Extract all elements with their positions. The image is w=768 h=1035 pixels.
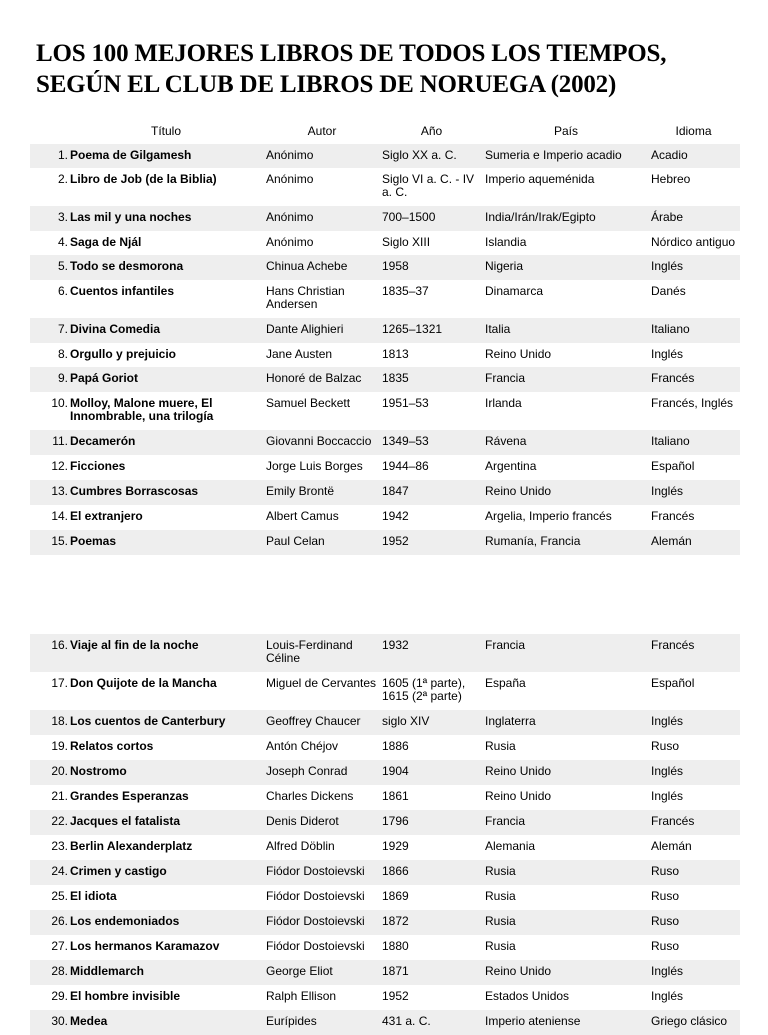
table-row: [30, 367, 740, 392]
book-country: Alemania: [485, 839, 536, 853]
table-row: [30, 885, 740, 910]
row-number: 16.: [51, 638, 68, 652]
header-idioma: Idioma: [675, 124, 712, 138]
book-year: 1932: [382, 638, 409, 652]
book-country: Francia: [485, 814, 526, 828]
table-header: [30, 120, 740, 144]
book-country: Francia: [485, 638, 526, 652]
table-row: [30, 735, 740, 760]
table-row: [30, 280, 740, 318]
book-title: Decamerón: [70, 434, 136, 448]
book-author: Anónimo: [266, 148, 314, 162]
row-number: 8.: [57, 347, 68, 361]
book-country: Imperio aqueménida: [485, 172, 595, 186]
book-country: Italia: [485, 322, 511, 336]
table-row: [30, 206, 740, 231]
table-row: [30, 634, 740, 672]
book-title: Medea: [70, 1014, 108, 1028]
book-title: Divina Comedia: [70, 322, 161, 336]
book-title: Orgullo y prejuicio: [70, 347, 177, 361]
book-year: Siglo XIII: [382, 235, 431, 249]
book-language: Francés: [651, 371, 695, 385]
row-number: 19.: [51, 739, 68, 753]
row-number: 24.: [51, 864, 68, 878]
book-language: Inglés: [651, 789, 684, 803]
book-country: India/Irán/Irak/Egipto: [485, 210, 596, 224]
book-title: Los hermanos Karamazov: [70, 939, 220, 953]
book-title: Todo se desmorona: [70, 259, 184, 273]
book-title: Middlemarch: [70, 964, 145, 978]
book-year: 1904: [382, 764, 409, 778]
book-year: 1871: [382, 964, 409, 978]
table-row: [30, 935, 740, 960]
row-number: 29.: [51, 989, 68, 1003]
book-language: Inglés: [651, 259, 684, 273]
table-row: [30, 505, 740, 530]
book-language: Ruso: [651, 914, 680, 928]
book-title: Berlin Alexanderplatz: [70, 839, 193, 853]
book-country: Reino Unido: [485, 347, 552, 361]
row-number: 25.: [51, 889, 68, 903]
book-year: 1349–53: [382, 434, 429, 448]
book-language: Italiano: [651, 434, 690, 448]
book-language: Inglés: [651, 347, 684, 361]
book-country: Sumeria e Imperio acadio: [485, 148, 622, 162]
book-language: Español: [651, 676, 695, 690]
book-country: Argentina: [485, 459, 537, 473]
book-author: Denis Diderot: [266, 814, 339, 828]
book-title: Cumbres Borrascosas: [70, 484, 199, 498]
header-autor: Autor: [307, 124, 337, 138]
table-body: [30, 144, 740, 555]
row-number: 22.: [51, 814, 68, 828]
table-row: [30, 1010, 740, 1035]
table-row: [30, 255, 740, 280]
book-language: Inglés: [651, 714, 684, 728]
row-number: 5.: [57, 259, 68, 273]
book-author: Dante Alighieri: [266, 322, 344, 336]
books-table-continued: [30, 634, 740, 1035]
book-country: Reino Unido: [485, 789, 552, 803]
book-title: Poemas: [70, 534, 117, 548]
table-row: [30, 985, 740, 1010]
book-title: Jacques el fatalista: [70, 814, 181, 828]
book-year: 1929: [382, 839, 409, 853]
book-language: Inglés: [651, 764, 684, 778]
book-year: 1605 (1ª parte), 1615 (2ª parte): [382, 676, 466, 703]
row-number: 10.: [51, 396, 68, 410]
book-year: 1869: [382, 889, 409, 903]
row-number: 26.: [51, 914, 68, 928]
table-row: [30, 231, 740, 255]
table-row: [30, 392, 740, 430]
row-number: 4.: [57, 235, 68, 249]
table-row: [30, 960, 740, 985]
table-row: [30, 860, 740, 885]
row-number: 1.: [57, 148, 68, 162]
book-language: Inglés: [651, 484, 684, 498]
table-row: [30, 835, 740, 860]
table-row: [30, 318, 740, 343]
row-number: 3.: [57, 210, 68, 224]
book-author: Fiódor Dostoievski: [266, 889, 365, 903]
book-language: Francés: [651, 509, 695, 523]
book-country: Irlanda: [485, 396, 522, 410]
book-author: Anónimo: [266, 172, 314, 186]
table-row: [30, 455, 740, 480]
table-row: [30, 144, 740, 168]
book-year: 1835–37: [382, 284, 429, 298]
book-year: 1861: [382, 789, 409, 803]
header-titulo: Título: [150, 124, 181, 138]
book-country: Argelia, Imperio francés: [485, 509, 612, 523]
book-author: Paul Celan: [266, 534, 325, 548]
book-title: Viaje al fin de la noche: [70, 638, 199, 652]
book-title: Los endemoniados: [70, 914, 180, 928]
book-country: Rusia: [485, 914, 516, 928]
book-language: Árabe: [651, 210, 684, 224]
row-number: 15.: [51, 534, 68, 548]
book-year: 700–1500: [382, 210, 436, 224]
book-year: 1958: [382, 259, 409, 273]
book-language: Italiano: [651, 322, 690, 336]
book-author: Giovanni Boccaccio: [266, 434, 372, 448]
table-row: [30, 168, 740, 206]
table-row: [30, 910, 740, 935]
book-title: El idiota: [70, 889, 117, 903]
book-language: Francés, Inglés: [651, 396, 734, 410]
book-country: Estados Unidos: [485, 989, 570, 1003]
book-author: Fiódor Dostoievski: [266, 864, 365, 878]
book-language: Francés: [651, 638, 695, 652]
book-language: Ruso: [651, 939, 680, 953]
book-language: Francés: [651, 814, 695, 828]
book-country: Inglaterra: [485, 714, 536, 728]
book-year: 1952: [382, 534, 409, 548]
row-number: 18.: [51, 714, 68, 728]
row-number: 21.: [51, 789, 68, 803]
book-year: 1813: [382, 347, 409, 361]
book-author: Eurípides: [266, 1014, 317, 1028]
book-title: Molloy, Malone muere, El Innombrable, una trilogía: [70, 396, 214, 423]
book-title: Los cuentos de Canterbury: [70, 714, 226, 728]
book-year: 1796: [382, 814, 409, 828]
book-title: Relatos cortos: [70, 739, 154, 753]
book-year: 1866: [382, 864, 409, 878]
table-row: [30, 530, 740, 555]
book-country: Imperio ateniense: [485, 1014, 581, 1028]
book-country: Reino Unido: [485, 484, 552, 498]
book-country: Rusia: [485, 864, 516, 878]
book-language: Inglés: [651, 964, 684, 978]
book-country: Islandia: [485, 235, 527, 249]
book-author: Anónimo: [266, 235, 314, 249]
books-table: [30, 120, 740, 555]
row-number: 28.: [51, 964, 68, 978]
book-title: El extranjero: [70, 509, 143, 523]
table-row: [30, 430, 740, 455]
book-author: Hans Christian Andersen: [266, 284, 345, 311]
book-country: Reino Unido: [485, 964, 552, 978]
book-title: El hombre invisible: [70, 989, 181, 1003]
table-row: [30, 672, 740, 710]
table-body: [30, 634, 740, 1035]
book-title: Nostromo: [70, 764, 127, 778]
book-author: Alfred Döblin: [266, 839, 335, 853]
book-title: Crimen y castigo: [70, 864, 167, 878]
book-year: 1265–1321: [382, 322, 443, 336]
row-number: 13.: [51, 484, 68, 498]
book-language: Ruso: [651, 864, 680, 878]
row-number: 9.: [57, 371, 68, 385]
book-language: Inglés: [651, 989, 684, 1003]
book-language: Danés: [651, 284, 686, 298]
book-country: Nigeria: [485, 259, 524, 273]
book-language: Español: [651, 459, 695, 473]
row-number: 12.: [51, 459, 68, 473]
book-country: Francia: [485, 371, 526, 385]
row-number: 17.: [51, 676, 68, 690]
row-number: 6.: [57, 284, 68, 298]
book-author: Anónimo: [266, 210, 314, 224]
book-author: Chinua Achebe: [266, 259, 348, 273]
header-number: [30, 125, 70, 144]
book-author: Samuel Beckett: [266, 396, 351, 410]
row-number: 23.: [51, 839, 68, 853]
book-title: Grandes Esperanzas: [70, 789, 189, 803]
book-author: George Eliot: [266, 964, 333, 978]
book-title: Don Quijote de la Mancha: [70, 676, 217, 690]
book-country: Rusia: [485, 889, 516, 903]
book-year: 1951–53: [382, 396, 429, 410]
table-row: [30, 480, 740, 505]
book-language: Alemán: [651, 839, 692, 853]
book-year: 1942: [382, 509, 409, 523]
book-country: Dinamarca: [485, 284, 544, 298]
row-number: 14.: [51, 509, 68, 523]
row-number: 7.: [57, 322, 68, 336]
table-row: [30, 785, 740, 810]
book-author: Fiódor Dostoievski: [266, 914, 365, 928]
book-language: Alemán: [651, 534, 692, 548]
book-language: Ruso: [651, 889, 680, 903]
book-author: Ralph Ellison: [266, 989, 337, 1003]
book-country: Reino Unido: [485, 764, 552, 778]
book-year: siglo XIV: [382, 714, 430, 728]
book-year: Siglo XX a. C.: [382, 148, 457, 162]
row-number: 11.: [52, 434, 68, 448]
book-author: Geoffrey Chaucer: [266, 714, 361, 728]
book-language: Nórdico antiguo: [651, 235, 736, 249]
book-author: Jorge Luis Borges: [266, 459, 363, 473]
row-number: 27.: [51, 939, 68, 953]
row-number: 30.: [51, 1014, 68, 1028]
book-title: Cuentos infantiles: [70, 284, 175, 298]
book-year: 1835: [382, 371, 409, 385]
book-title: Poema de Gilgamesh: [70, 148, 192, 162]
book-title: Libro de Job (de la Biblia): [70, 172, 217, 186]
book-year: 1952: [382, 989, 409, 1003]
book-year: 1880: [382, 939, 409, 953]
book-year: 1872: [382, 914, 409, 928]
book-country: Rumanía, Francia: [485, 534, 581, 548]
book-country: Rusia: [485, 739, 516, 753]
page-title: LOS 100 MEJORES LIBROS DE TODOS LOS TIEMPOS, SEGÚN EL CLUB DE LIBROS DE NORUEGA (2002): [36, 40, 667, 98]
book-author: Louis-Ferdinand Céline: [266, 638, 353, 665]
book-title: Las mil y una noches: [70, 210, 192, 224]
book-year: Siglo VI a. C. - IV a. C.: [382, 172, 475, 199]
book-title: Saga de Njál: [70, 235, 142, 249]
header-pais: País: [553, 124, 578, 138]
table-row: [30, 343, 740, 367]
book-year: 1886: [382, 739, 409, 753]
book-author: Honoré de Balzac: [266, 371, 362, 385]
book-country: Rusia: [485, 939, 516, 953]
table-row: [30, 810, 740, 835]
book-author: Albert Camus: [266, 509, 339, 523]
book-author: Charles Dickens: [266, 789, 354, 803]
book-author: Emily Brontë: [266, 484, 335, 498]
book-language: Acadio: [651, 148, 688, 162]
book-language: Hebreo: [651, 172, 691, 186]
book-author: Antón Chéjov: [266, 739, 339, 753]
table-row: [30, 710, 740, 735]
book-year: 1847: [382, 484, 409, 498]
book-year: 431 a. C.: [382, 1014, 431, 1028]
book-author: Miguel de Cervantes: [266, 676, 377, 690]
table-row: [30, 760, 740, 785]
book-title: Papá Goriot: [70, 371, 139, 385]
book-language: Ruso: [651, 739, 680, 753]
book-country: Rávena: [485, 434, 527, 448]
book-title: Ficciones: [70, 459, 126, 473]
header-anio: Año: [420, 124, 443, 138]
book-author: Fiódor Dostoievski: [266, 939, 365, 953]
book-author: Joseph Conrad: [266, 764, 348, 778]
book-year: 1944–86: [382, 459, 429, 473]
book-country: España: [485, 676, 526, 690]
book-author: Jane Austen: [266, 347, 333, 361]
row-number: 2.: [57, 172, 68, 186]
row-number: 20.: [51, 764, 68, 778]
book-language: Griego clásico: [651, 1014, 728, 1028]
